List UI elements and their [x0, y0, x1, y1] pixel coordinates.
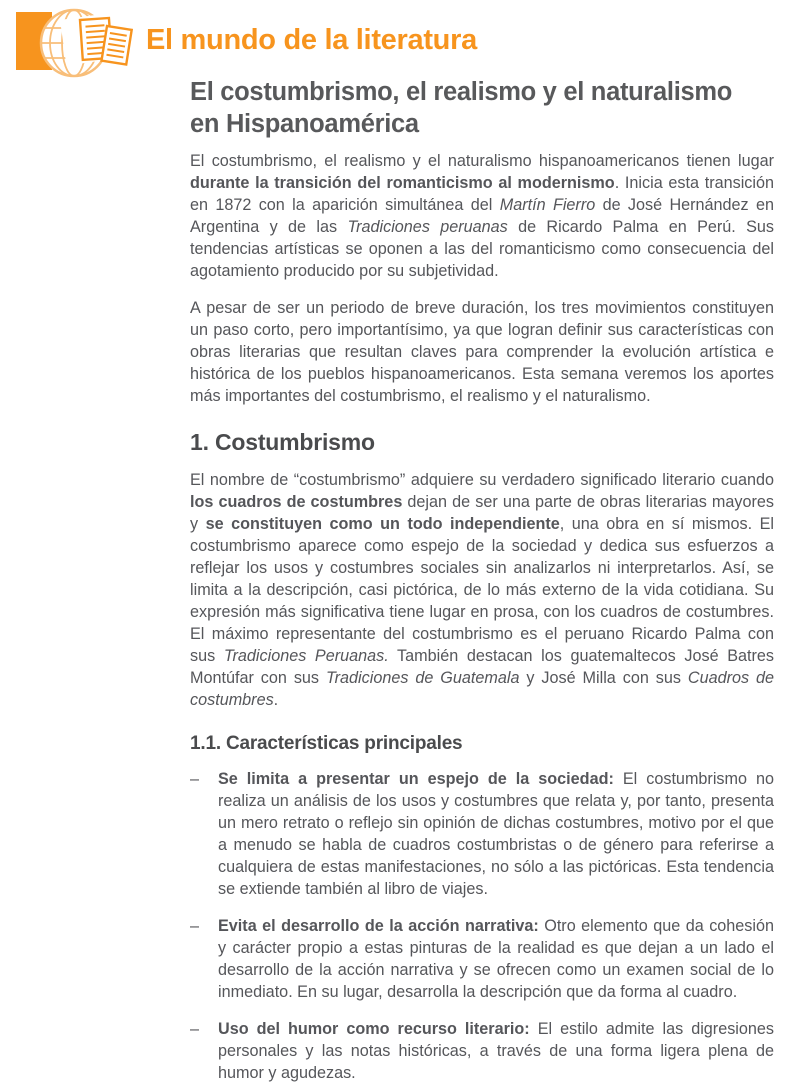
article-body	[190, 76, 774, 1084]
page-banner	[0, 0, 794, 72]
article-title-line2: en Hispanoamérica	[190, 110, 419, 138]
intro-paragraph-1: El costumbrismo, el realismo y el naturalismo hispanoamericanos tienen lugar durante la transición del romanticismo al modernismo. Inicia esta transición en 1872 con la aparición simultánea del Martín Fierro de José Hernández en Argentina y de las Tradiciones peruanas de Ricardo Palma en Perú. Sus tendencias artísticas se oponen a las del romanticismo como consecuencia del agotamiento producido por su subjetividad.	[190, 152, 775, 280]
unit-title: El mundo de la literatura	[146, 24, 477, 56]
bullet-dash: –	[190, 770, 200, 788]
bullet-dash: –	[190, 1020, 200, 1038]
list-item-text: Uso del humor como recurso literario: El estilo admite las digresiones personales y las notas históricas, a través de una forma ligera plena de humor y agudezas.	[218, 1020, 774, 1082]
subsection-heading-caracteristicas: 1.1. Características principales	[190, 733, 463, 754]
list-item-text: Evita el desarrollo de la acción narrativa: Otro elemento que da cohesión y carácter propio a estas pinturas de la realidad es que dejan a un lado el desarrollo de la acción narrativa y se ofrecen como un examen social de lo inmediato. En su lugar, desarrolla la descripción que da forma al cuadro.	[218, 917, 775, 1001]
article-title	[190, 76, 774, 140]
article-title-line1: El costumbrismo, el realismo y el naturalismo	[190, 78, 733, 106]
characteristics-list	[190, 768, 774, 1084]
bullet-dash: –	[190, 917, 200, 935]
list-item	[190, 915, 774, 1003]
section-heading-costumbrismo: 1. Costumbrismo	[190, 429, 375, 455]
list-item-text: Se limita a presentar un espejo de la sociedad: El costumbrismo no realiza un análisis de los usos y costumbres que relata y, por tanto, presenta un mero retrato o reflejo sin opinión de dichas costumbres, motivo por el que a menudo se habla de cuadros costumbristas o de género para referirse a cualquiera de estas manifestaciones, no sólo a las pictóricas. Esta tendencia se extiende también al libro de viajes.	[218, 770, 774, 898]
list-item	[190, 768, 774, 900]
section-paragraph-1: El nombre de “costumbrismo” adquiere su verdadero significado literario cuando los cuadros de costumbres dejan de ser una parte de obras literarias mayores y se constituyen como un todo independiente, una obra en sí mismos. El costumbrismo aparece como espejo de la sociedad y dedica sus esfuerzos a reflejar los usos y costumbres sociales sin analizarlos ni interpretarlos. Así, se limita a la descripción, casi pictórica, de lo más externo de la vida cotidiana. Su expresión más significativa tiene lugar en prosa, con los cuadros de costumbres. El máximo representante del costumbrismo es el peruano Ricardo Palma con sus Tradiciones Peruanas. También destacan los guatemaltecos José Batres Montúfar con sus Tradiciones de Guatemala y José Milla con sus Cuadros de costumbres.	[190, 471, 774, 709]
intro-paragraph-2: A pesar de ser un periodo de breve duración, los tres movimientos constituyen un paso corto, pero importantísimo, ya que logran definir sus características con obras literarias que resultan claves para comprender la evolución artística e histórica de los pueblos hispanoamericanos. Esta semana veremos los aportes más importantes del costumbrismo, el realismo y el naturalismo.	[190, 299, 774, 405]
globe-documents-icon	[12, 6, 140, 78]
list-item	[190, 1018, 774, 1084]
